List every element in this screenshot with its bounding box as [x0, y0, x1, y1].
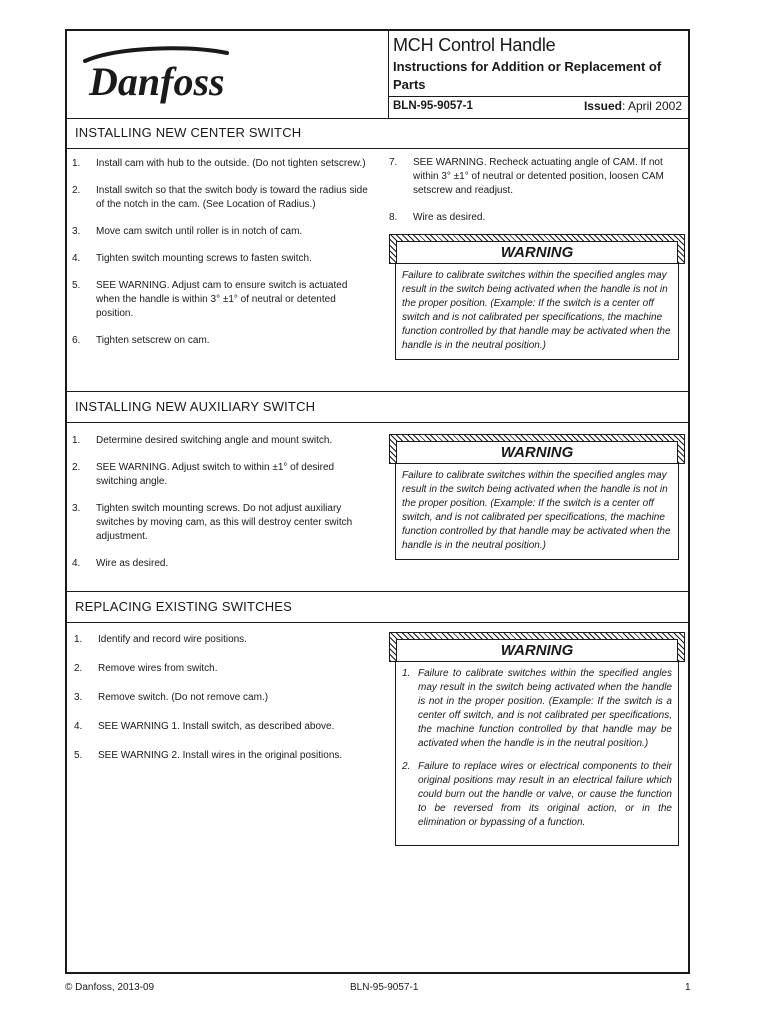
warning-box-center-switch [389, 234, 685, 360]
warning-text [395, 662, 679, 846]
section-title: REPLACING EXISTING SWITCHES [75, 599, 293, 614]
document-header [67, 31, 688, 119]
warning-title: WARNING [500, 244, 574, 261]
footer-doc-number: BLN-95-9057-1 [350, 982, 419, 993]
warning-box-aux-switch [389, 434, 685, 560]
list-item: 1. Identify and record wire positions. [74, 634, 247, 645]
list-item: 3. Move cam switch until roller is in notch of cam. [72, 226, 303, 237]
warning-header [389, 632, 685, 662]
warning-header [389, 434, 685, 464]
logo-cell [67, 31, 389, 118]
list-item: 2. SEE WARNING. Adjust switch to within ±1° of desired switching angle. [72, 462, 335, 487]
list-item: 4. Tighten switch mounting screws to fasten switch. [72, 253, 312, 264]
issued-date [584, 99, 682, 113]
list-item: 8. Wire as desired. [389, 212, 486, 223]
footer-page-number: 1 [685, 982, 691, 993]
section-heading-replace-switch [67, 592, 688, 623]
list-item: 5. SEE WARNING. Adjust cam to ensure switch is actuated when the handle is within 3° ±1° of neutral or detented position. [72, 280, 348, 319]
center-switch-steps-right [389, 156, 683, 238]
list-item: 5. SEE WARNING 2. Install wires in the original positions. [74, 750, 343, 761]
title-cell [389, 31, 688, 118]
list-item: 2. Remove wires from switch. [74, 663, 218, 674]
replace-switch-steps [74, 633, 368, 778]
issued-value: : April 2002 [621, 99, 682, 113]
warning-text: Failure to calibrate switches within the specified angles may result in the switch being activated when the handle is not in the proper position. (Example: If the switch is a center off switch, and is not calibrated per specifications, the machine function controlled by that handle may be activated when the handle is in the neutral position.) [395, 464, 679, 560]
list-item: 3. Remove switch. (Do not remove cam.) [74, 692, 269, 703]
footer-copyright: © Danfoss, 2013-09 [65, 982, 155, 993]
warning-item: 2. Failure to replace wires or electrical components to their original positions may result in an electrical failure which could burn out the handle or valve, or cause the function to be reversed from its original action, or in the elimination or bypassing of a function. [402, 761, 672, 828]
section-heading-aux-switch [67, 392, 688, 423]
danfoss-logo [77, 39, 237, 109]
list-item: 6. Tighten setscrew on cam. [72, 335, 210, 346]
warning-title: WARNING [500, 642, 574, 659]
list-item: 1. Install cam with hub to the outside. (Do not tighten setscrew.) [72, 158, 366, 169]
warning-text: Failure to calibrate switches within the specified angles may result in the switch being activated when the handle is not in the proper position. (Example: If the switch is a center off switch and is not calibrated per specifications, the machine function controlled by that handle may be activated when the handle is in the neutral position.) [395, 264, 679, 360]
section-heading-center-switch [67, 118, 688, 149]
section-title: INSTALLING NEW AUXILIARY SWITCH [75, 399, 316, 414]
document-subtitle: Instructions for Addition or Replacement of Parts [393, 59, 662, 92]
list-item: 4. SEE WARNING 1. Install switch, as described above. [74, 721, 335, 732]
warning-header [389, 234, 685, 264]
page-frame [65, 29, 690, 974]
center-switch-steps-left [72, 157, 368, 361]
logo-wordmark: Danfoss [89, 59, 225, 104]
issued-label: Issued [583, 99, 622, 113]
list-item: 7. SEE WARNING. Recheck actuating angle of CAM. If not within 3° ±1° of neutral or detented position, loosen CAM setscrew and readjust. [389, 157, 664, 196]
warning-box-replace-switch [389, 632, 685, 846]
doc-number: BLN-95-9057-1 [393, 100, 473, 112]
list-item: 1. Determine desired switching angle and mount switch. [72, 435, 333, 446]
aux-switch-steps [72, 434, 368, 584]
document-title: MCH Control Handle [393, 35, 556, 55]
section-title: INSTALLING NEW CENTER SWITCH [75, 125, 302, 140]
list-item: 2. Install switch so that the switch body is toward the radius side of the notch in the cam. (See Location of Radius.) [72, 185, 368, 210]
warning-title: WARNING [500, 444, 574, 461]
warning-item: 1. Failure to calibrate switches within the specified angles may result in the switch being activated when the handle is not in the proper position. (Example: If the switch is a center off switch, and is not calibrated per specifications, the machine function controlled by that handle may be activated when the handle is in the neutral position.) [402, 668, 672, 749]
doc-number-row [389, 96, 688, 117]
list-item: 4. Wire as desired. [72, 558, 169, 569]
list-item: 3. Tighten switch mounting screws. Do not adjust auxiliary switches by moving cam, as this will destroy center switch adjustment. [72, 503, 353, 542]
